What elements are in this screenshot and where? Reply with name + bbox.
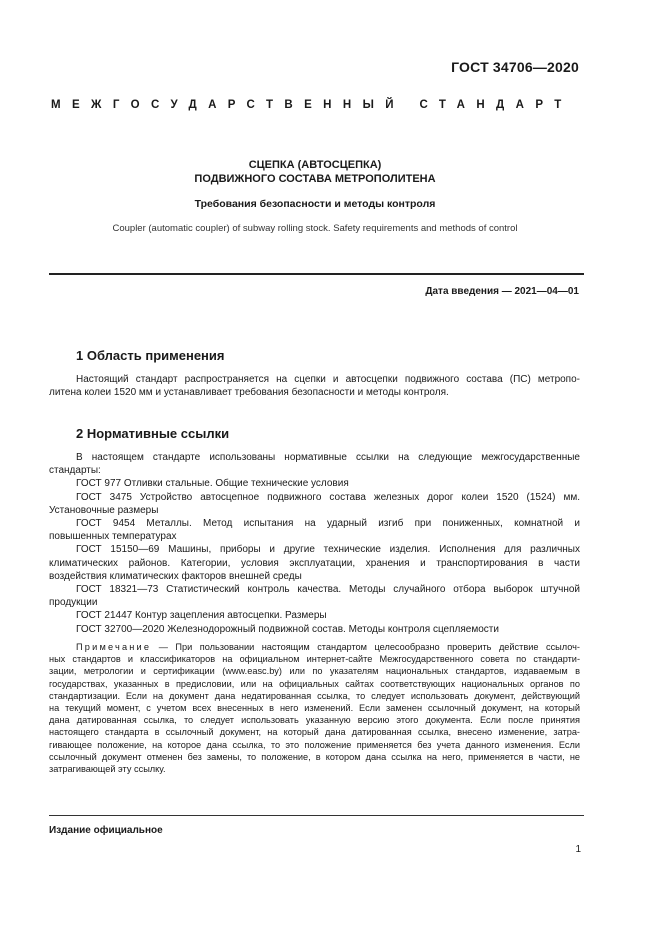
title-line-1: СЦЕПКА (АВТОСЦЕПКА) — [248, 159, 382, 171]
note-line: на текущий момент, с учетом всех внесенных в него изменений. Если заменен ссылочный документ, на который — [49, 703, 580, 714]
note-first-line — [49, 641, 580, 653]
title-line-2: ПОДВИЖНОГО СОСТАВА МЕТРОПОЛИТЕНА — [194, 173, 436, 185]
note-line: настоящего стандарта в ссылочный документ, на который дана датированная ссылка, внесено изменение, затра- — [49, 727, 580, 738]
reference-item: ГОСТ 3475 Устройство автосцепное подвижного состава железных дорог колеи 1520 (1524) мм. — [76, 491, 580, 503]
note-first-text: — При пользовании настоящим стандартом целесообразно проверить действие ссылоч- — [151, 642, 580, 652]
reference-item: ГОСТ 21447 Контур зацепления автосцепки. Размеры — [76, 610, 327, 622]
footer-divider — [49, 815, 584, 816]
reference-item: ГОСТ 18321—73 Статистический контроль качества. Методы случайного отбора выборок штучной — [76, 584, 580, 596]
note-line: стандартизации. Если на документ дана недатированная ссылка, то следует использовать документ, действующий — [49, 690, 580, 701]
note-line: зации, метрологии и сертификации (www.easc.by) или по указателям национальных стандартов, издаваемым в — [49, 666, 580, 677]
reference-item-cont: воздействия климатических факторов внешней среды — [49, 570, 302, 582]
gost-number: ГОСТ 34706—2020 — [451, 59, 579, 75]
reference-item-cont: продукции — [49, 597, 98, 609]
note-line: затрагивающей эту ссылку. — [49, 764, 166, 775]
reference-item: ГОСТ 9454 Металлы. Метод испытания на ударный изгиб при пониженных, комнатной и — [76, 518, 580, 530]
note-line: государствах, указанных в предисловии, или на официальных сайтах соответствующих национальных органов по — [49, 678, 580, 689]
note-line: ных стандартов и классификаторов на официальном интернет-сайте Межгосударственного совета по стандарти- — [49, 654, 580, 665]
section-1-heading: 1 Область применения — [76, 348, 225, 363]
page-number: 1 — [575, 844, 581, 855]
section-1-line: литена колеи 1520 мм и устанавливает требования безопасности и методы контроля. — [49, 387, 449, 399]
subtitle: Требования безопасности и методы контроля — [194, 198, 436, 210]
title-block — [60, 158, 570, 234]
note-line: дана датированная ссылка, то следует использовать указанную версию этого документа. Если после принятия — [49, 715, 580, 726]
reference-item-cont: повышенных температурах — [49, 531, 177, 543]
section-2-intro-line: В настоящем стандарте использованы нормативные ссылки на следующие межгосударственные — [76, 452, 580, 463]
reference-item-cont: климатических районов. Категории, условия эксплуатации, хранения и транспортирования в части — [49, 557, 580, 569]
note-line: гивающее положение, на которое дана ссылка, то это положение применяется без учета данного изменения. Если — [49, 739, 580, 750]
note-label: Примечание — [76, 642, 152, 652]
date-introduction: Дата введения — 2021—04—01 — [425, 286, 579, 297]
edition-label: Издание официальное — [49, 825, 163, 836]
reference-item-cont: Установочные размеры — [49, 504, 159, 516]
section-2-intro-line: стандарты: — [49, 465, 101, 477]
section-2-body — [49, 451, 580, 636]
standard-type: МЕЖГОСУДАРСТВЕННЫЙ СТАНДАРТ — [51, 99, 573, 111]
note-line: ссылочный документ отменен без замены, то положение, в котором дана ссылка на него, применяется в части, не — [49, 751, 580, 762]
section-1-body — [49, 373, 580, 399]
section-1-line: Настоящий стандарт распространяется на сцепки и автосцепки подвижного состава (ПС) метропо- — [76, 374, 580, 385]
reference-item: ГОСТ 15150—69 Машины, приборы и другие технические изделия. Исполнения для различных — [76, 544, 580, 556]
reference-item: ГОСТ 32700—2020 Железнодорожный подвижной состав. Методы контроля сцепляемости — [76, 623, 499, 635]
reference-item: ГОСТ 977 Отливки стальные. Общие технические условия — [76, 478, 349, 490]
header-divider — [49, 273, 584, 275]
note-block — [49, 641, 580, 775]
section-2-heading: 2 Нормативные ссылки — [76, 426, 230, 441]
english-title: Coupler (automatic coupler) of subway rolling stock. Safety requirements and methods of control — [112, 223, 518, 234]
